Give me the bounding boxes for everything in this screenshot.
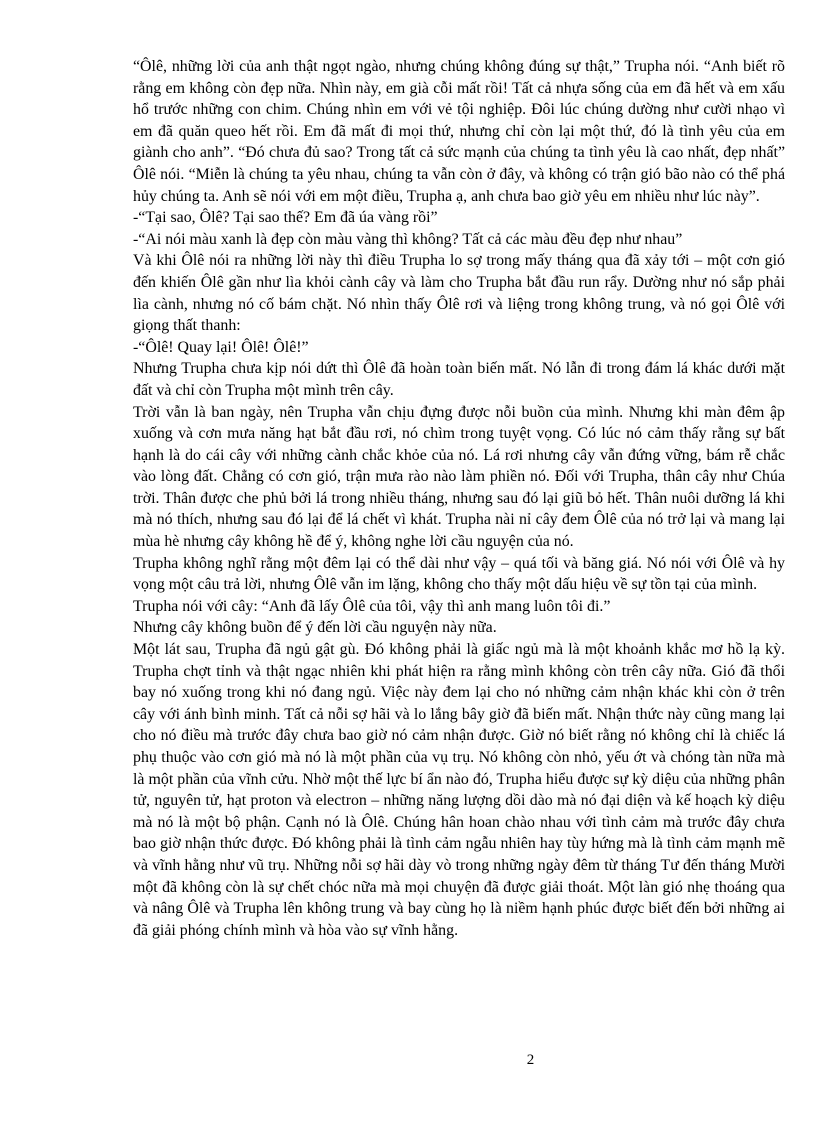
body-text	[133, 56, 785, 941]
paragraph-3: -“Ai nói màu xanh là đẹp còn màu vàng thì không? Tất cả các màu đều đẹp như nhau”	[133, 230, 683, 248]
paragraph-9: Trupha nói với cây: “Anh đã lấy Ôlê của tôi, vậy thì anh mang luôn tôi đi.”	[133, 597, 611, 615]
paragraph-6: Nhưng Trupha chưa kịp nói dứt thì Ôlê đã hoàn toàn biến mất. Nó lẫn đi trong đám lá khác dưới mặt đất và chỉ còn Trupha một mình trên cây.	[133, 360, 785, 399]
paragraph-2: -“Tại sao, Ôlê? Tại sao thế? Em đã úa vàng rồi”	[133, 209, 438, 227]
paragraph-5: -“Ôlê! Quay lại! Ôlê! Ôlê!”	[133, 338, 309, 356]
paragraph-8: Trupha không nghĩ rằng một đêm lại có thể dài như vậy – quá tối và băng giá. Nó nói với Ôlê và hy vọng một câu trả lời, nhưng Ôlê vẫn im lặng, không cho thấy một dấu hiệu về sự tồn tại của mình.	[133, 554, 785, 594]
paragraph-7: Trời vẫn là ban ngày, nên Trupha vẫn chịu đựng được nỗi buồn của mình. Nhưng khi màn đêm ập xuống và cơn mưa năng hạt bắt đầu rơi, nó chìm trong tuyệt vọng. Có lúc nó cảm thấy rằng sự bất hạnh là do cái cây với những cành chắc khỏe của nó. Lá rơi nhưng cây vẫn đứng vững, bám rễ chắc vào lòng đất. Chẳng có cơn gió, trận mưa rào nào làm phiền nó. Đối với Trupha, thân cây như Chúa trời. Thân được che phủ bởi lá trong nhiều tháng, nhưng sau đó lại giũ bỏ hết. Thân nuôi dưỡng lá khi mà nó thích, nhưng sau đó lại để lá chết vì khát. Trupha nài nỉ cây đem Ôlê của nó trở lại và mang lại mùa hè nhưng cây không hề để ý, không nghe lời cầu nguyện của nó.	[133, 403, 785, 551]
page-number: 2	[526, 1052, 535, 1068]
paragraph-4: Và khi Ôlê nói ra những lời này thì điều Trupha lo sợ trong mấy tháng qua đã xảy tới – một cơn gió đến khiến Ôlê gần như lìa khỏi cành cây và làm cho Trupha bắt đầu run rẩy. Dường như nó sắp phải lìa cành, nhưng nó cố bám chặt. Nó nhìn thấy Ôlê rơi và liệng trong không trung, và nó gọi Ôlê với giọng thất thanh:	[133, 252, 785, 335]
paragraph-1: “Ôlê, những lời của anh thật ngọt ngào, nhưng chúng không đúng sự thật,” Trupha nói. “Anh biết rõ rằng em không còn đẹp nữa. Nhìn này, em già cỗi mất rồi! Tất cả nhựa sống của em đã hết và em xấu hổ trước những con chim. Chúng nhìn em với vẻ tội nghiệp. Đôi lúc chúng dường như cười nhạo vì em đã quăn queo hết rồi. Em đã mất đi mọi thứ, nhưng chỉ còn lại một thứ, đó là tình yêu của em giành cho anh”. “Đó chưa đủ sao? Trong tất cả sức mạnh của chúng ta tình yêu là cao nhất, đẹp nhất” Ôlê nói. “Miễn là chúng ta yêu nhau, chúng ta vẫn còn ở đây, và không có trận gió bão nào có thể phá hủy chúng ta. Anh sẽ nói với em một điều, Trupha ạ, anh chưa bao giờ yêu em nhiều như lúc này”.	[133, 58, 785, 205]
paragraph-10: Nhưng cây không buồn để ý đến lời cầu nguyện này nữa.	[133, 619, 497, 637]
paragraph-11: Một lát sau, Trupha đã ngủ gật gù. Đó không phải là giấc ngủ mà là một khoảnh khắc mơ hồ lạ kỳ. Trupha chợt tỉnh và thật ngạc nhiên khi phát hiện ra rằng mình không còn trên cây nữa. Gió đã thổi bay nó xuống trong khi nó đang ngủ. Việc này đem lại cho nó những cảm nhận khác khi còn ở trên cây với ánh bình minh. Tất cả nỗi sợ hãi và lo lắng bây giờ đã biến mất. Nhận thức này cũng mang lại cho nó điều mà trước đây chưa bao giờ nó cảm nhận được. Giờ nó biết rằng nó không chỉ là chiếc lá phụ thuộc vào cơn gió mà nó là một phần của vụ trụ. Nó không còn nhỏ, yếu ớt và chóng tàn nữa mà là một phần của vĩnh cửu. Nhờ một thế lực bí ẩn nào đó, Trupha hiểu được sự kỳ diệu của những phân tử, nguyên tử, hạt proton và electron – những năng lượng dồi dào mà nó đại diện và kế hoạch kỳ diệu mà nó là một bộ phận. Cạnh nó là Ôlê. Chúng hân hoan chào nhau với tình cảm mà trước đây chưa bao giờ nhận thức được. Đó không phải là tình cảm ngẫu nhiên hay tùy hứng mà là tình cảm mạnh mẽ và vĩnh hằng như vũ trụ. Những nỗi sợ hãi dày vò trong những ngày đêm từ tháng Tư đến tháng Mười một đã không còn là sự chết chóc nữa mà mọi chuyện đã được giải thoát. Một làn gió nhẹ thoáng qua và nâng Ôlê và Trupha lên không trung và bay cùng họ là niềm hạnh phúc được biết đến bởi những ai đã giải phóng chính mình và hòa vào sự vĩnh hằng.	[133, 641, 785, 939]
